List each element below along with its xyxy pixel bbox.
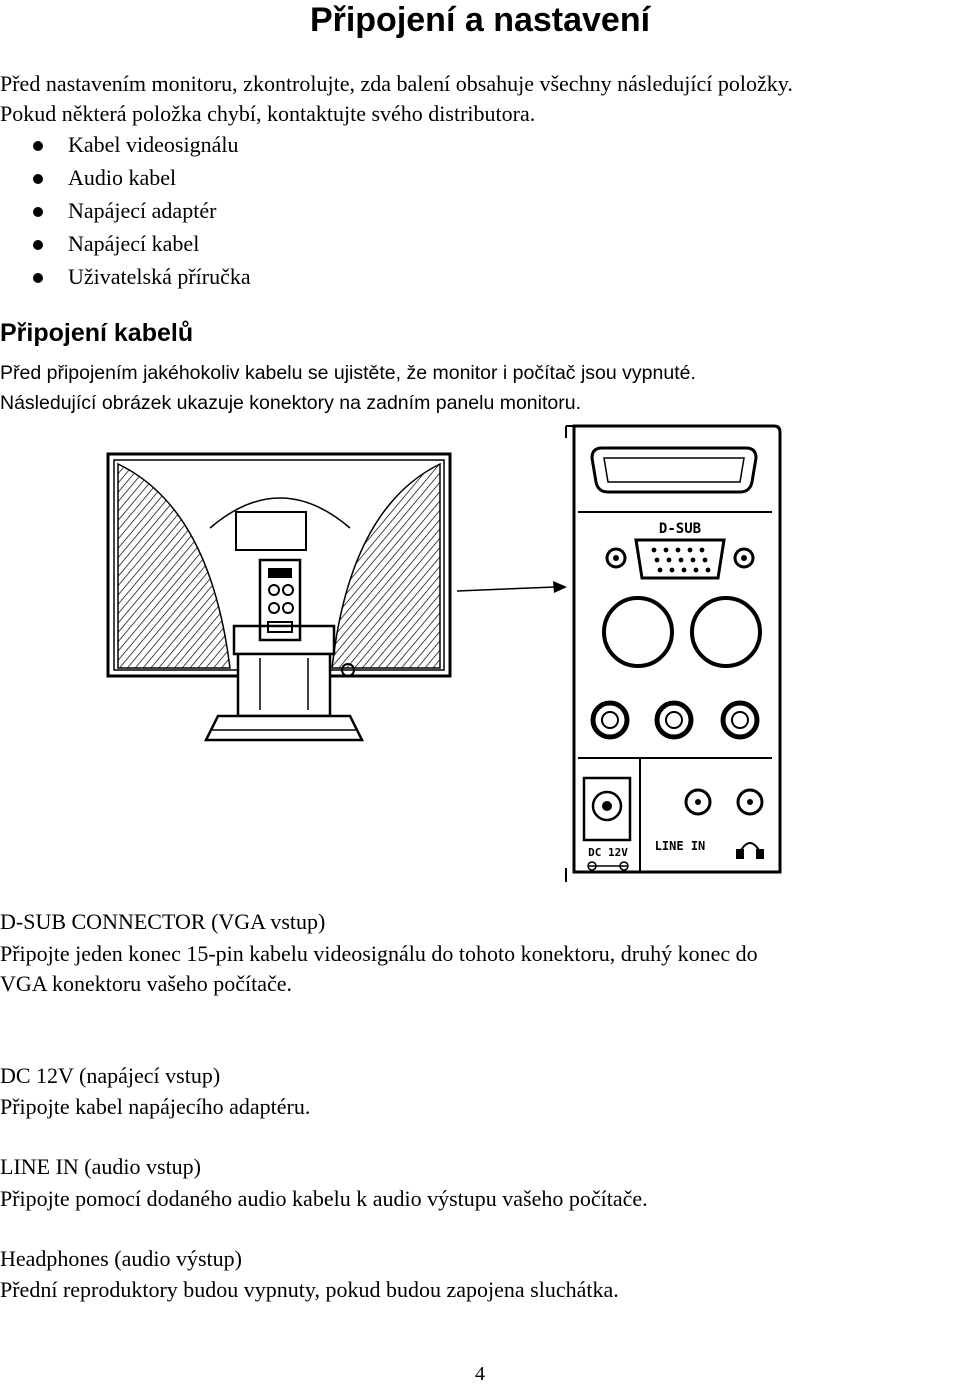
section-text-2: Následující obrázek ukazuje konektory na zadním panelu monitoru. (0, 392, 581, 414)
monitor-back-illustration (100, 448, 460, 753)
section-heading: Připojení kabelů (0, 319, 194, 347)
line-in-label: LINE IN (654, 839, 706, 853)
bullet-icon (33, 174, 43, 184)
list-item: Napájecí kabel (0, 227, 500, 260)
bullet-icon (33, 141, 43, 151)
connector-title: D-SUB CONNECTOR (VGA vstup) (0, 909, 326, 934)
connector-title: Headphones (audio výstup) (0, 1246, 242, 1271)
bullet-icon (33, 240, 43, 250)
intro-line-1: Před nastavením monitoru, zkontrolujte, zda balení obsahuje všechny následující položky. (0, 71, 793, 96)
list-item: Kabel videosignálu (0, 128, 500, 161)
list-item: Napájecí adaptér (0, 194, 500, 227)
bullet-icon (33, 207, 43, 217)
connector-desc: VGA konektoru vašeho počítače. (0, 971, 293, 996)
list-item: Audio kabel (0, 161, 500, 194)
connector-title: LINE IN (audio vstup) (0, 1154, 202, 1179)
connector-title: DC 12V (napájecí vstup) (0, 1063, 221, 1088)
connector-desc: Přední reproduktory budou vypnuty, pokud budou zapojena sluchátka. (0, 1277, 619, 1302)
section-text-1: Před připojením jakéhokoliv kabelu se ujistěte, že monitor i počítač jsou vypnuté. (0, 362, 696, 384)
page-number: 4 (475, 1363, 485, 1385)
connector-desc: Připojte kabel napájecího adaptéru. (0, 1094, 311, 1119)
connector-desc: Připojte pomocí dodaného audio kabelu k audio výstupu vašeho počítače. (0, 1186, 648, 1211)
connector-desc: Připojte jeden konec 15-pin kabelu videosignálu do tohoto konektoru, druhý konec do (0, 941, 758, 966)
connector-panel-illustration (560, 420, 790, 885)
dsub-label: D-SUB (658, 521, 702, 537)
dc-label: DC 12V (588, 846, 628, 859)
intro-line-2: Pokud některá položka chybí, kontaktujte svého distributora. (0, 101, 536, 126)
package-items-list (0, 128, 500, 293)
list-item: Uživatelská příručka (0, 260, 500, 293)
page-title: Připojení a nastavení (309, 1, 651, 39)
pointer-arrow (455, 575, 570, 605)
bullet-icon (33, 273, 43, 283)
